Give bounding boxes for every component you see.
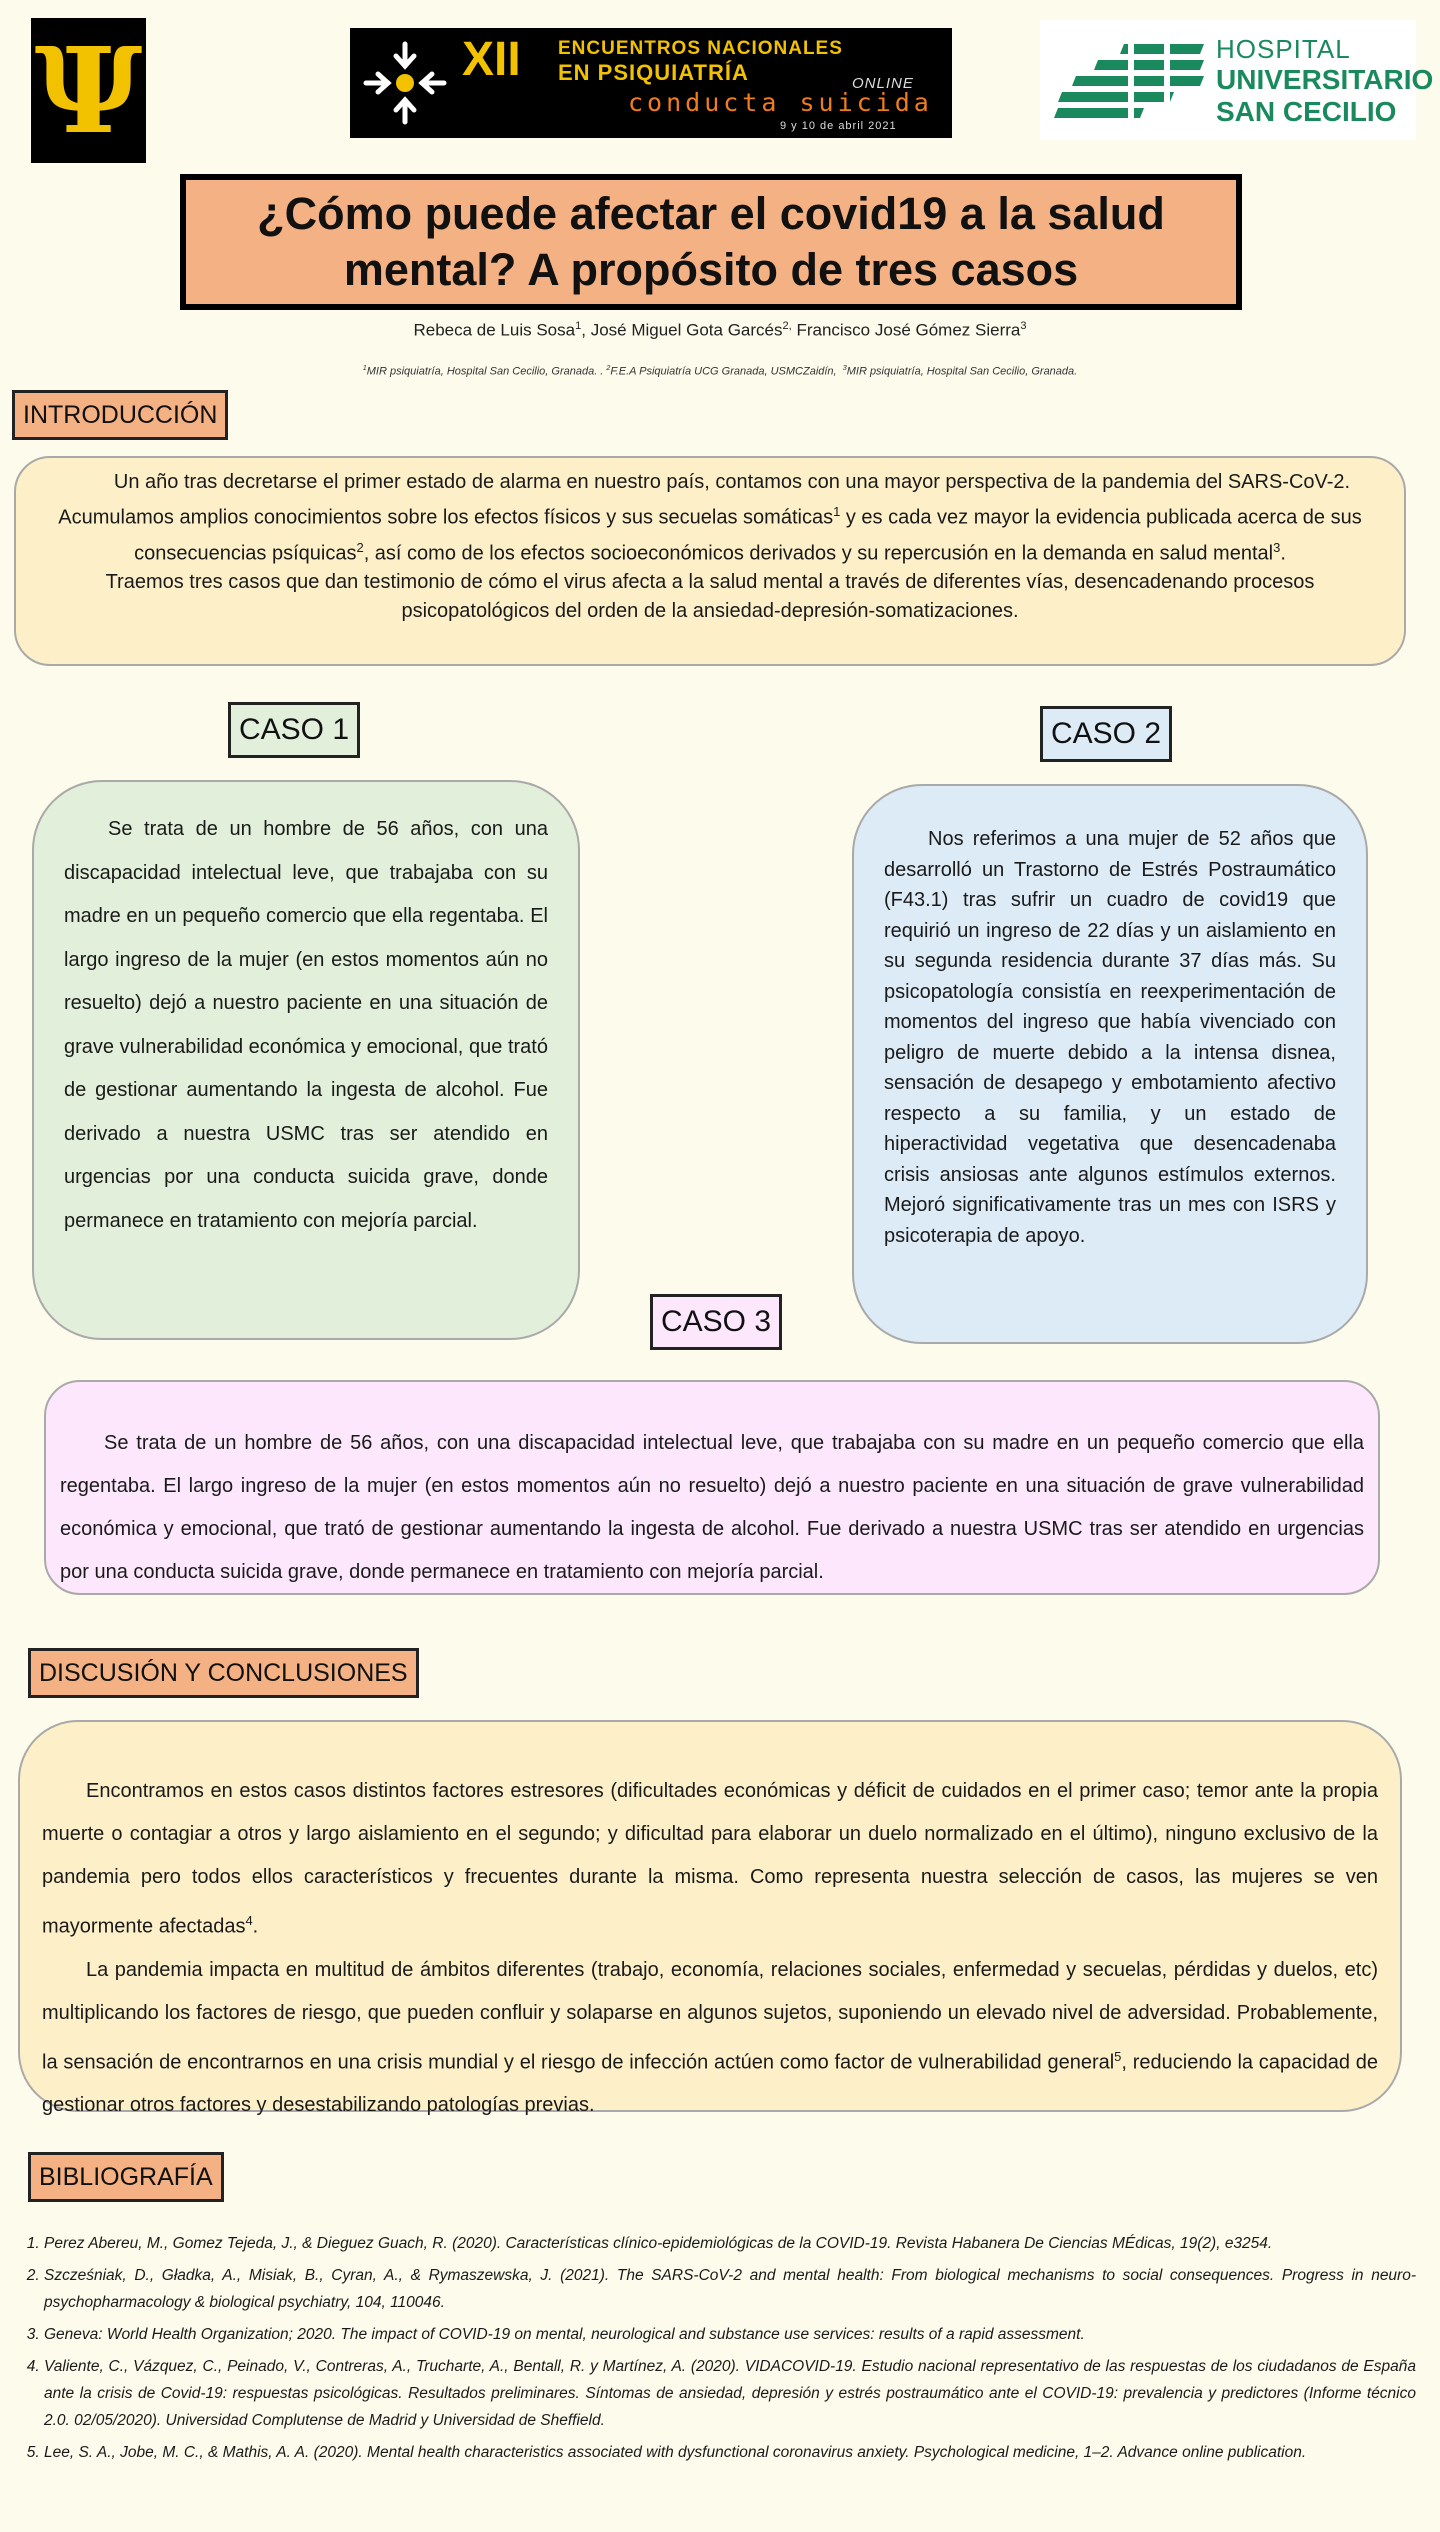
psi-symbol: Ψ	[34, 20, 143, 160]
bibliography-list	[16, 2230, 1416, 2471]
reference-2: 2. Szcześniak, D., Gładka, A., Misiak, B., Cyran, A., & Rymaszewska, J. (2021). The SARS-CoV-2 and mental health: From biological mechanisms to social consequences. Progress in neuro-psychopharmacology & biological psychiatry, 104, 110046.	[44, 2262, 1416, 2316]
reference-1: 1. Perez Abereu, M., Gomez Tejeda, J., & Dieguez Guach, R. (2020). Características clínico-epidemiológicas de la COVID-19. Revista Habanera De Ciencias MÉdicas, 19(2), e3254.	[44, 2230, 1416, 2257]
author-2: José Miguel Gota Garcés	[590, 320, 783, 340]
event-subtitle: conducta suicida	[628, 88, 933, 117]
affiliation-1: MIR psiquiatría, Hospital San Cecilio, Granada.	[366, 365, 598, 378]
affiliations: $^1$MIR psiquiatría, Hospital San Cecilio, Granada. . $^2$F.E.A Psiquiatría UCG Granada, USMCZaidín, $^3$MIR psiquiatría, Hospital San Cecilio, Granada.	[362, 364, 1078, 378]
event-title-line2: EN PSIQUIATRÍA	[558, 60, 749, 85]
event-title-line1: ENCUENTROS NACIONALES	[558, 38, 843, 59]
case3-heading: CASO 3	[650, 1294, 782, 1350]
author-3: Francisco José Gómez Sierra	[796, 320, 1021, 340]
intro-box	[14, 456, 1406, 666]
authors: Rebeca de Luis Sosa$^1$, José Miguel Gota Garcés$^{2,}$ Francisco José Gómez Sierra$^3$	[413, 320, 1027, 340]
case1-heading: CASO 1	[228, 702, 360, 758]
affiliation-3: MIR psiquiatría, Hospital San Cecilio, Granada.	[846, 365, 1078, 378]
case2-text: Nos referimos a una mujer de 52 años que desarrolló un Trastorno de Estrés Postraumático (F43.1) tras sufrir un cuadro de covid19 que requirió un ingreso de 22 días y un aislamiento en su segunda residencia durante 37 días más. Su psicopatología consistía en reexperimentación de momentos del ingreso que había vivenciado con peligro de muerte debido a la intensa disnea, sensación de desapego y embotamiento afectivo respecto a su familia, y un estado de hiperactividad vegetativa que desencadenaba crisis ansiosas ante algunos estímulos externos. Mejoró significativamente tras un mes con ISRS y psicoterapia de apoyo.	[884, 828, 1336, 1247]
event-banner	[350, 28, 952, 138]
reference-3: 3. Geneva: World Health Organization; 2020. The impact of COVID-19 on mental, neurological and substance use services: results of a rapid assessment.	[44, 2321, 1416, 2348]
hospital-name-line2: UNIVERSITARIO	[1216, 64, 1434, 95]
case1-text: Se trata de un hombre de 56 años, con una discapacidad intelectual leve, que trabajaba con su madre en un pequeño comercio que ella regentaba. El largo ingreso de la mujer (en estos momentos aún no resuelto) dejó a nuestro paciente en una situación de grave vulnerabilidad económica y emocional, que trató de gestionar aumentando la ingesta de alcohol. Fue derivado a nuestra USMC tras ser atendido en urgencias por una conducta suicida grave, donde permanece en tratamiento con mejoría parcial.	[64, 818, 548, 1232]
hospital-logo	[1040, 20, 1434, 140]
discussion-paragraph-1: Encontramos en estos casos distintos factores estresores (dificultades económicas y déficit de cuidados en el primer caso; temor ante la propia muerte o contagiar a otros y largo aislamiento en el segundo; y dificultad para elaborar un duelo normalizado en el último), ninguno exclusivo de la pandemia pero todos ellos característicos y frecuentes durante la misma. Como representa nuestra selección de casos, las mujeres se ven mayormente afectadas$^4$.	[42, 1780, 1378, 1938]
discussion-box	[18, 1720, 1402, 2117]
event-online: ONLINE	[852, 75, 914, 92]
intro-paragraph-2: Traemos tres casos que dan testimonio de cómo el virus afecta a la salud mental a través de diferentes vías, desencadenando procesos psicopatológicos del orden de la ansiedad-depresión-somatizaciones.	[105, 571, 1315, 623]
reference-5: 5. Lee, S. A., Jobe, M. C., & Mathis, A. A. (2020). Mental health characteristics associated with dysfunctional coronavirus anxiety. Psychological medicine, 1–2. Advance online publication.	[44, 2439, 1416, 2466]
case3-box	[44, 1380, 1380, 1595]
event-date: 9 y 10 de abril 2021	[780, 120, 897, 132]
arrows-icon	[362, 40, 448, 126]
case3-text: Se trata de un hombre de 56 años, con una discapacidad intelectual leve, que trabajaba con su madre en un pequeño comercio que ella regentaba. El largo ingreso de la mujer (en estos momentos aún no resuelto) dejó a nuestro paciente en una situación de grave vulnerabilidad económica y emocional, que trató de gestionar aumentando la ingesta de alcohol. Fue derivado a nuestra USMC tras ser atendido en urgencias por una conducta suicida grave, donde permanece en tratamiento con mejoría parcial.	[60, 1432, 1364, 1583]
event-edition: XII	[462, 33, 521, 86]
case1-box	[32, 780, 580, 1340]
case2-heading: CASO 2	[1040, 706, 1172, 762]
discussion-heading: DISCUSIÓN Y CONCLUSIONES	[28, 1648, 419, 1698]
hospital-name-line3: SAN CECILIO	[1216, 96, 1397, 127]
affiliation-2: F.E.A Psiquiatría UCG Granada, USMCZaidín,	[610, 365, 837, 378]
case2-box	[852, 784, 1368, 1344]
reference-4: 4. Valiente, C., Vázquez, C., Peinado, V., Contreras, A., Trucharte, A., Bentall, R. y Martínez, A. (2020). VIDACOVID-19. Estudio nacional representativo de las respuestas de los ciudadanos de España ante la crisis de Covid-19: respuestas psicológicas. Resultados preliminares. Síntomas de ansiedad, depresión y estrés postraumático ante el COVID-19: prevalencia y predictores (Informe técnico 2.0. 02/05/2020). Universidad Complutense de Madrid y Universidad de Sheffield.	[44, 2353, 1416, 2434]
psychiatry-logo	[31, 18, 146, 163]
intro-paragraph-1: Un año tras decretarse el primer estado de alarma en nuestro país, contamos con una mayor perspectiva de la pandemia del SARS-CoV-2. Acumulamos amplios conocimientos sobre los efectos físicos y sus secuelas somáticas$^1$ y es cada vez mayor la evidencia publicada acerca de sus consecuencias psíquicas$^2$, así como de los efectos socioeconómicos derivados y su repercusión en la demanda en salud mental$^3$.	[58, 471, 1362, 565]
bibliography-heading: BIBLIOGRAFÍA	[28, 2152, 224, 2202]
discussion-paragraph-2: La pandemia impacta en multitud de ámbitos diferentes (trabajo, economía, relaciones sociales, enfermedad y secuelas, pérdidas y duelos, etc) multiplicando los factores de riesgo, que pueden confluir y solaparse en algunos sujetos, suponiendo un elevado nivel de adversidad. Probablemente, la sensación de encontrarnos en una crisis mundial y el riesgo de infección actúen como factor de vulnerabilidad general$^5$, reduciendo la capacidad de gestionar otros factores y desestabilizando patologías previas.	[42, 1958, 1378, 2117]
hospital-bars-icon	[1054, 42, 1210, 124]
hospital-name-line1: HOSPITAL	[1216, 34, 1351, 64]
author-1: Rebeca de Luis Sosa	[413, 320, 576, 340]
intro-heading: INTRODUCCIÓN	[12, 390, 228, 440]
poster-title-box	[180, 174, 1242, 310]
poster-title: ¿Cómo puede afectar el covid19 a la salud mental? A propósito de tres casos	[257, 188, 1165, 295]
